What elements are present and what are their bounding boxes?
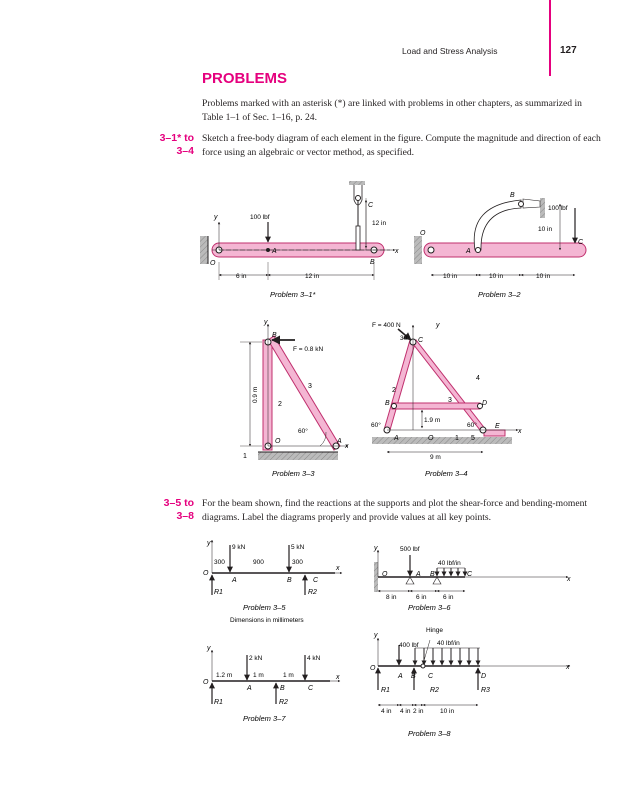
p38-hinge: Hinge [426, 627, 443, 634]
p36-w: 40 lbf/in [438, 560, 461, 567]
p33-o: O [275, 438, 281, 445]
intro-paragraph: Problems marked with an asterisk (*) are linked with problems in other chapters, as summarized in Table 1–1 of Sec. 1–16, p. 24. [202, 98, 582, 123]
member-4 [410, 340, 486, 430]
section-title: PROBLEMS [202, 70, 288, 87]
p34-d: D [482, 400, 488, 407]
p35-caption: Problem 3–5 [243, 603, 286, 612]
p32-a: A [466, 248, 471, 255]
p36-f1: 500 lbf [400, 546, 420, 553]
p38-w: 40 lbf/in [437, 640, 460, 647]
p38-b: B [411, 673, 416, 680]
p35-a: A [232, 577, 237, 584]
p31-b: B [370, 259, 375, 266]
p33-angle: 60° [298, 428, 308, 435]
p33-force: F = 0.8 kN [293, 346, 324, 353]
p38-d2: 4 in [400, 708, 411, 715]
p38-d3: 2 in [413, 708, 424, 715]
p34-y: y [436, 322, 440, 329]
p34-n4: 4 [476, 375, 480, 382]
p34-h: 1.9 m [424, 417, 441, 424]
p37-r2: R2 [279, 699, 288, 706]
member-5 [484, 430, 505, 436]
p31-caption: Problem 3–1* [270, 290, 316, 299]
p34-a: A [394, 435, 399, 442]
p34-e: E [495, 423, 500, 430]
p32-dim-3: 10 in [536, 273, 551, 280]
p31-dim-6: 6 in [236, 273, 247, 280]
p37-d3: 1 m [283, 672, 294, 679]
p35-d2: 900 [253, 559, 264, 566]
p36-o: O [382, 571, 388, 578]
p34-x: x [518, 428, 522, 435]
p38-d1: 4 in [381, 708, 392, 715]
p36-d3: 6 in [443, 594, 454, 601]
p35-d3: 300 [292, 559, 303, 566]
p31-a: A [272, 248, 277, 255]
p38-r3: R3 [481, 687, 490, 694]
p35-d1: 300 [214, 559, 225, 566]
figure-problem-3-8 [370, 627, 570, 738]
p37-b: B [280, 685, 285, 692]
p37-y: y [207, 645, 211, 652]
figure-problem-3-1 [200, 181, 399, 299]
p32-dim-1: 10 in [443, 273, 458, 280]
p37-r1: R1 [214, 699, 223, 706]
p31-y: y [214, 214, 218, 221]
p33-n1: 1 [243, 453, 247, 460]
group2-instructions: For the beam shown, find the reactions at the supports and plot the shear-force and bending-moment diagrams. Label the diagrams properly and provide values at all key points. [202, 498, 588, 523]
p38-x: x [566, 664, 570, 671]
p31-c: C [368, 202, 374, 209]
p35-c: C [313, 577, 319, 584]
p38-caption: Problem 3–8 [408, 729, 451, 738]
running-header: Load and Stress Analysis [402, 46, 498, 56]
p34-n5: 5 [471, 435, 475, 442]
p37-f2: 4 kN [307, 655, 321, 662]
p36-caption: Problem 3–6 [408, 603, 451, 612]
p33-y: y [264, 319, 268, 326]
p38-y: y [374, 632, 378, 639]
p31-load-label: 100 lbf [250, 214, 270, 221]
p35-subcaption: Dimensions in millimeters [230, 617, 304, 624]
p34-base: 9 m [430, 454, 441, 461]
p38-f1: 400 lbf [399, 642, 419, 649]
problem-range-2-a: 3–5 to [163, 497, 194, 509]
beam-member [424, 243, 586, 257]
p33-n3: 3 [308, 383, 312, 390]
p31-dim-12-vert: 12 in [372, 220, 387, 227]
p34-force: F = 400 N [372, 322, 401, 329]
p35-x: x [336, 565, 340, 572]
member-3 [392, 403, 480, 409]
p33-x: x [345, 443, 349, 450]
p35-r2: R2 [308, 589, 317, 596]
p34-angle-r: 60° [467, 422, 477, 429]
p34-n3: 3 [448, 397, 452, 404]
p31-o: O [210, 260, 216, 267]
p36-x: x [567, 576, 571, 583]
p37-x: x [336, 674, 340, 681]
problem-range-1-b: 3–4 [176, 145, 194, 157]
p36-a: A [416, 571, 421, 578]
p35-f2: 5 kN [291, 544, 305, 551]
p34-o: O [428, 435, 434, 442]
p31-x: x [395, 248, 399, 255]
p38-c: C [428, 673, 434, 680]
p34-angle-top: 30° [400, 335, 410, 342]
p38-d4: 10 in [440, 708, 455, 715]
p36-c: C [467, 571, 473, 578]
figure-problem-3-7 [203, 645, 340, 723]
member-2 [384, 340, 416, 430]
figure-problem-3-6 [373, 545, 571, 612]
p38-o: O [370, 665, 376, 672]
p33-n2: 2 [278, 401, 282, 408]
p33-caption: Problem 3–3 [272, 469, 315, 478]
p36-d1: 8 in [386, 594, 397, 601]
p32-b: B [510, 192, 515, 199]
p35-o: O [203, 570, 209, 577]
p35-f1: 9 kN [232, 544, 246, 551]
p33-height: 0.9 m [252, 386, 259, 403]
problem-range-1-a: 3–1* to [159, 132, 194, 144]
figure-problem-3-2 [414, 192, 586, 299]
group1-instructions: Sketch a free-body diagram of each element in the figure. Compute the magnitude and direction of each force using an algebraic or vector method, as specified. [202, 133, 601, 158]
p34-caption: Problem 3–4 [425, 469, 468, 478]
p37-d2: 1 m [253, 672, 264, 679]
figure-problem-3-3 [240, 319, 349, 478]
wall-support [200, 236, 208, 264]
p35-b: B [287, 577, 292, 584]
p35-y: y [207, 540, 211, 547]
p37-a: A [247, 685, 252, 692]
p34-b: B [385, 400, 390, 407]
p32-dim-vert: 10 in [538, 226, 553, 233]
p33-a: A [337, 438, 342, 445]
p34-n1: 1 [455, 435, 459, 442]
p31-dim-12: 12 in [305, 273, 320, 280]
p32-c: C [578, 239, 584, 246]
member-2 [263, 340, 272, 450]
p36-d2: 6 in [416, 594, 427, 601]
problem-range-2-b: 3–8 [176, 510, 194, 522]
p37-c: C [308, 685, 314, 692]
p32-caption: Problem 3–2 [478, 290, 521, 299]
p32-load: 100 lbf [548, 205, 568, 212]
p36-b: B [430, 571, 435, 578]
p33-b: B [272, 332, 277, 339]
p34-angle-l: 60° [371, 422, 381, 429]
p38-r2: R2 [430, 687, 439, 694]
p38-a: A [398, 673, 403, 680]
p38-r1: R1 [381, 687, 390, 694]
p32-o: O [420, 230, 426, 237]
p37-o: O [203, 679, 209, 686]
p38-d: D [481, 673, 487, 680]
p37-f1: 2 kN [249, 655, 263, 662]
p36-y: y [374, 545, 378, 552]
p34-c: C [418, 337, 424, 344]
p32-dim-2: 10 in [489, 273, 504, 280]
page-number: 127 [560, 45, 577, 56]
p37-d1: 1.2 m [216, 672, 233, 679]
p34-n2: 2 [392, 387, 396, 394]
figure-problem-3-4 [371, 322, 522, 478]
p35-r1: R1 [214, 589, 223, 596]
p37-caption: Problem 3–7 [243, 714, 286, 723]
link-bc [356, 226, 360, 250]
figure-problem-3-5 [203, 540, 342, 624]
